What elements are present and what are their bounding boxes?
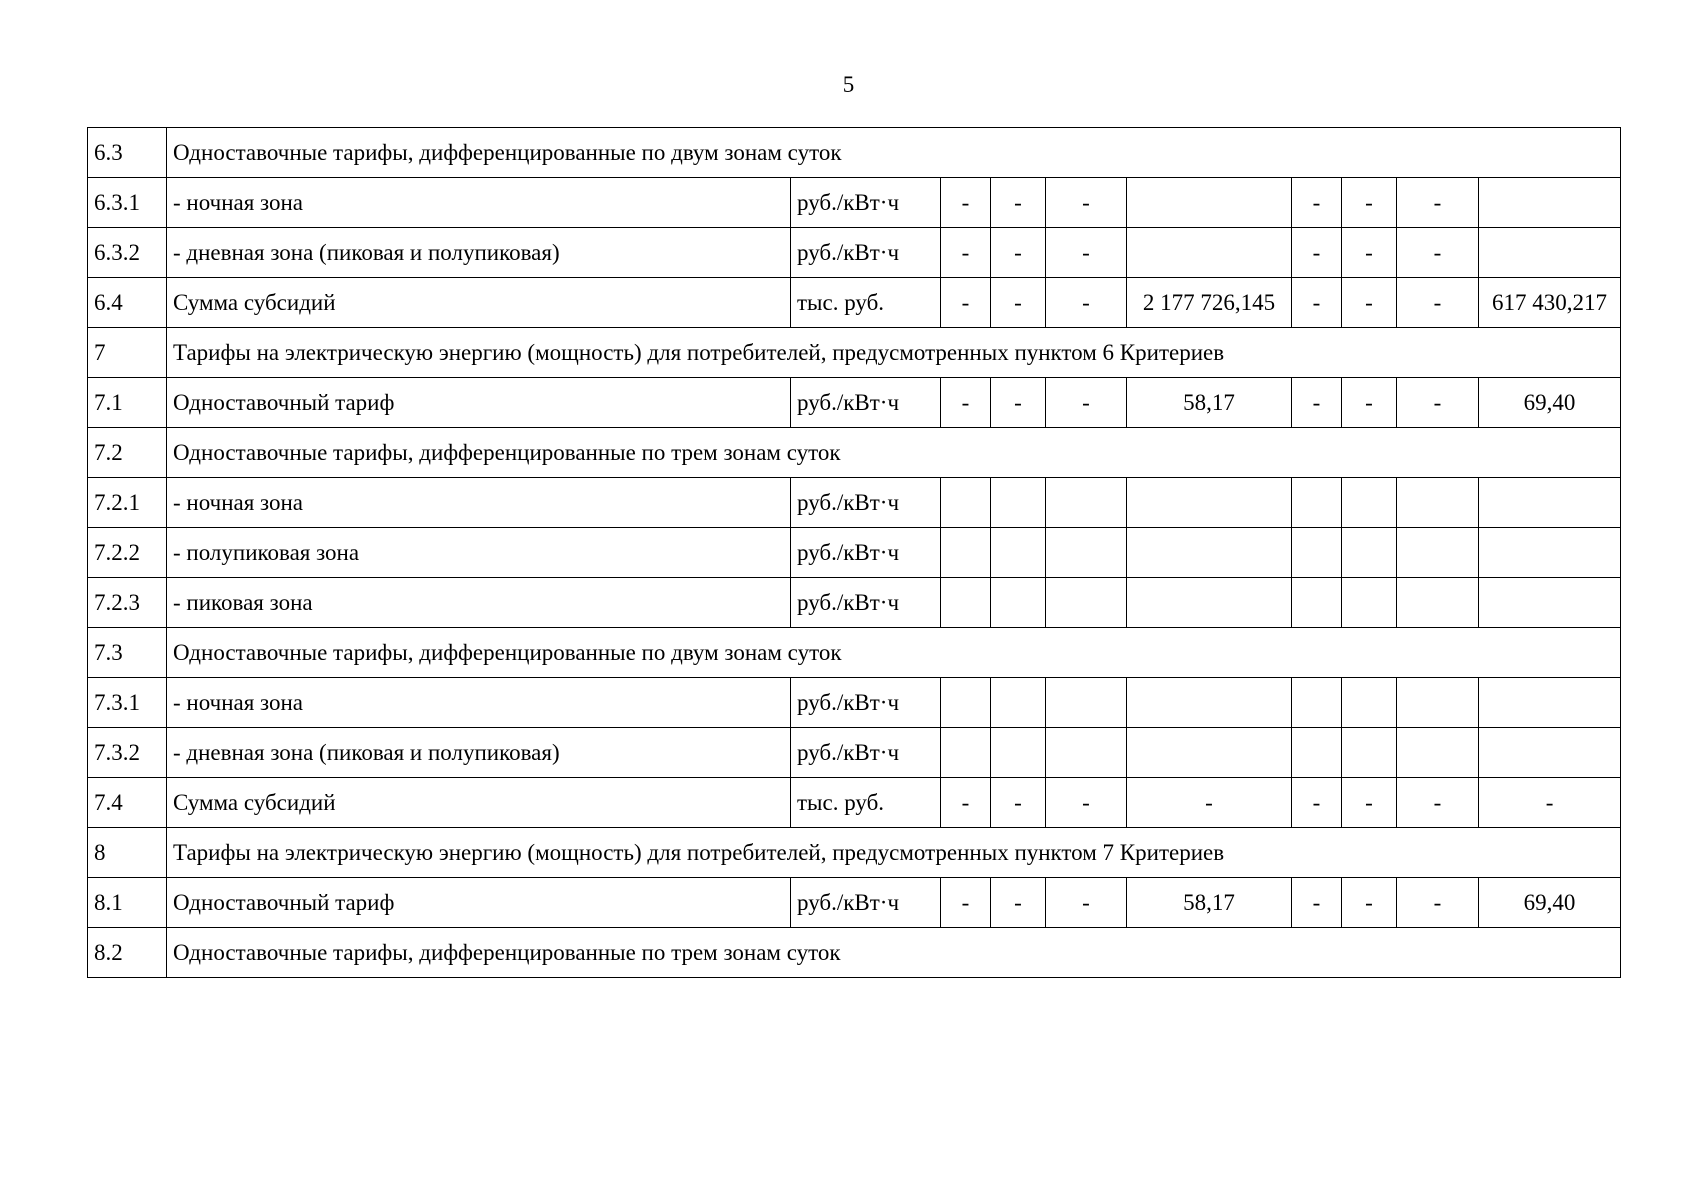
value-cell <box>1127 178 1292 228</box>
row-name: Сумма субсидий <box>167 278 791 328</box>
value-cell <box>991 578 1046 628</box>
value-cell <box>1292 478 1342 528</box>
row-number: 7.3 <box>88 628 167 678</box>
value-cell <box>1479 728 1621 778</box>
value-cell: - <box>941 378 991 428</box>
value-cell <box>1397 528 1479 578</box>
value-cell <box>1046 478 1127 528</box>
tariff-table <box>87 127 1621 978</box>
value-cell <box>991 478 1046 528</box>
value-cell <box>1127 228 1292 278</box>
value-cell: 58,17 <box>1127 878 1292 928</box>
row-name: - ночная зона <box>167 178 791 228</box>
row-unit: руб./кВт·ч <box>791 228 941 278</box>
value-cell <box>1397 578 1479 628</box>
row-number: 8.2 <box>88 928 167 978</box>
row-unit: руб./кВт·ч <box>791 678 941 728</box>
row-unit: руб./кВт·ч <box>791 178 941 228</box>
value-cell <box>1292 728 1342 778</box>
row-name: Сумма субсидий <box>167 778 791 828</box>
value-cell: - <box>991 278 1046 328</box>
value-cell: - <box>941 878 991 928</box>
value-cell: - <box>1046 178 1127 228</box>
value-cell: - <box>1342 378 1397 428</box>
value-cell: 69,40 <box>1479 378 1621 428</box>
value-cell: - <box>1397 228 1479 278</box>
value-cell <box>991 528 1046 578</box>
table-row <box>88 228 1621 278</box>
value-cell: - <box>941 778 991 828</box>
row-unit: руб./кВт·ч <box>791 378 941 428</box>
section-row <box>88 828 1621 878</box>
row-number: 7.4 <box>88 778 167 828</box>
row-number: 6.3.1 <box>88 178 167 228</box>
value-cell <box>1479 178 1621 228</box>
value-cell <box>1127 528 1292 578</box>
row-name: - пиковая зона <box>167 578 791 628</box>
section-title: Одноставочные тарифы, дифференцированные по трем зонам суток <box>167 428 1621 478</box>
value-cell: - <box>1397 778 1479 828</box>
value-cell: - <box>1342 778 1397 828</box>
value-cell <box>1342 578 1397 628</box>
table-row <box>88 528 1621 578</box>
value-cell <box>1127 478 1292 528</box>
value-cell <box>1479 678 1621 728</box>
value-cell: - <box>1292 278 1342 328</box>
value-cell: 2 177 726,145 <box>1127 278 1292 328</box>
value-cell <box>1342 478 1397 528</box>
value-cell: - <box>1397 878 1479 928</box>
section-title: Тарифы на электрическую энергию (мощность) для потребителей, предусмотренных пунктом 6 Критериев <box>167 328 1621 378</box>
value-cell <box>1397 728 1479 778</box>
table-row <box>88 578 1621 628</box>
value-cell <box>1046 678 1127 728</box>
value-cell <box>1046 728 1127 778</box>
row-name: - ночная зона <box>167 678 791 728</box>
value-cell <box>941 578 991 628</box>
section-title: Одноставочные тарифы, дифференцированные по двум зонам суток <box>167 128 1621 178</box>
value-cell: - <box>991 778 1046 828</box>
value-cell <box>941 678 991 728</box>
value-cell: - <box>1292 378 1342 428</box>
value-cell <box>1397 678 1479 728</box>
value-cell <box>1046 528 1127 578</box>
row-number: 7.2.3 <box>88 578 167 628</box>
value-cell: - <box>991 878 1046 928</box>
row-number: 7.2.2 <box>88 528 167 578</box>
value-cell: - <box>1292 878 1342 928</box>
row-unit: тыс. руб. <box>791 778 941 828</box>
table-row <box>88 278 1621 328</box>
value-cell <box>941 528 991 578</box>
value-cell <box>1342 728 1397 778</box>
row-name: - дневная зона (пиковая и полупиковая) <box>167 228 791 278</box>
row-number: 8 <box>88 828 167 878</box>
page-number: 5 <box>842 72 855 97</box>
value-cell: - <box>1479 778 1621 828</box>
row-number: 7 <box>88 328 167 378</box>
value-cell <box>1292 528 1342 578</box>
value-cell <box>1127 678 1292 728</box>
section-row <box>88 128 1621 178</box>
row-number: 6.3 <box>88 128 167 178</box>
value-cell <box>1292 678 1342 728</box>
value-cell: - <box>991 178 1046 228</box>
row-name: Одноставочный тариф <box>167 878 791 928</box>
value-cell <box>991 678 1046 728</box>
row-unit: руб./кВт·ч <box>791 578 941 628</box>
section-row <box>88 928 1621 978</box>
value-cell <box>1342 528 1397 578</box>
value-cell: - <box>1342 878 1397 928</box>
value-cell <box>1127 728 1292 778</box>
row-unit: руб./кВт·ч <box>791 478 941 528</box>
value-cell: - <box>941 178 991 228</box>
value-cell: - <box>1127 778 1292 828</box>
value-cell <box>1479 228 1621 278</box>
section-row <box>88 428 1621 478</box>
value-cell: - <box>1046 878 1127 928</box>
row-number: 7.2.1 <box>88 478 167 528</box>
value-cell: - <box>991 378 1046 428</box>
value-cell: - <box>1046 228 1127 278</box>
row-number: 7.2 <box>88 428 167 478</box>
value-cell <box>991 728 1046 778</box>
value-cell: - <box>941 278 991 328</box>
row-number: 6.4 <box>88 278 167 328</box>
value-cell <box>1292 578 1342 628</box>
section-title: Тарифы на электрическую энергию (мощность) для потребителей, предусмотренных пунктом 7 Критериев <box>167 828 1621 878</box>
row-number: 7.1 <box>88 378 167 428</box>
row-name: - ночная зона <box>167 478 791 528</box>
value-cell: 58,17 <box>1127 378 1292 428</box>
table-row <box>88 478 1621 528</box>
value-cell <box>941 478 991 528</box>
section-title: Одноставочные тарифы, дифференцированные по двум зонам суток <box>167 628 1621 678</box>
section-row <box>88 328 1621 378</box>
row-unit: руб./кВт·ч <box>791 878 941 928</box>
table-row <box>88 178 1621 228</box>
value-cell: 69,40 <box>1479 878 1621 928</box>
table-row <box>88 878 1621 928</box>
row-unit: руб./кВт·ч <box>791 528 941 578</box>
table-row <box>88 378 1621 428</box>
table-row <box>88 678 1621 728</box>
row-name: - дневная зона (пиковая и полупиковая) <box>167 728 791 778</box>
value-cell <box>1342 678 1397 728</box>
value-cell: - <box>1397 278 1479 328</box>
row-number: 8.1 <box>88 878 167 928</box>
value-cell: - <box>1292 178 1342 228</box>
value-cell <box>1046 578 1127 628</box>
value-cell: - <box>1342 178 1397 228</box>
value-cell: - <box>1046 778 1127 828</box>
row-name: - полупиковая зона <box>167 528 791 578</box>
value-cell: - <box>1046 278 1127 328</box>
value-cell: - <box>1397 378 1479 428</box>
value-cell: 617 430,217 <box>1479 278 1621 328</box>
value-cell: - <box>1342 278 1397 328</box>
table-row <box>88 778 1621 828</box>
row-unit: тыс. руб. <box>791 278 941 328</box>
value-cell <box>1397 478 1479 528</box>
value-cell: - <box>1397 178 1479 228</box>
value-cell: - <box>1292 778 1342 828</box>
row-number: 7.3.1 <box>88 678 167 728</box>
value-cell <box>1127 578 1292 628</box>
row-name: Одноставочный тариф <box>167 378 791 428</box>
value-cell: - <box>1046 378 1127 428</box>
row-number: 6.3.2 <box>88 228 167 278</box>
value-cell <box>1479 478 1621 528</box>
row-number: 7.3.2 <box>88 728 167 778</box>
section-title: Одноставочные тарифы, дифференцированные по трем зонам суток <box>167 928 1621 978</box>
value-cell: - <box>1342 228 1397 278</box>
value-cell <box>1479 528 1621 578</box>
value-cell <box>941 728 991 778</box>
value-cell: - <box>941 228 991 278</box>
value-cell <box>1479 578 1621 628</box>
value-cell: - <box>1292 228 1342 278</box>
section-row <box>88 628 1621 678</box>
value-cell: - <box>991 228 1046 278</box>
table-row <box>88 728 1621 778</box>
row-unit: руб./кВт·ч <box>791 728 941 778</box>
